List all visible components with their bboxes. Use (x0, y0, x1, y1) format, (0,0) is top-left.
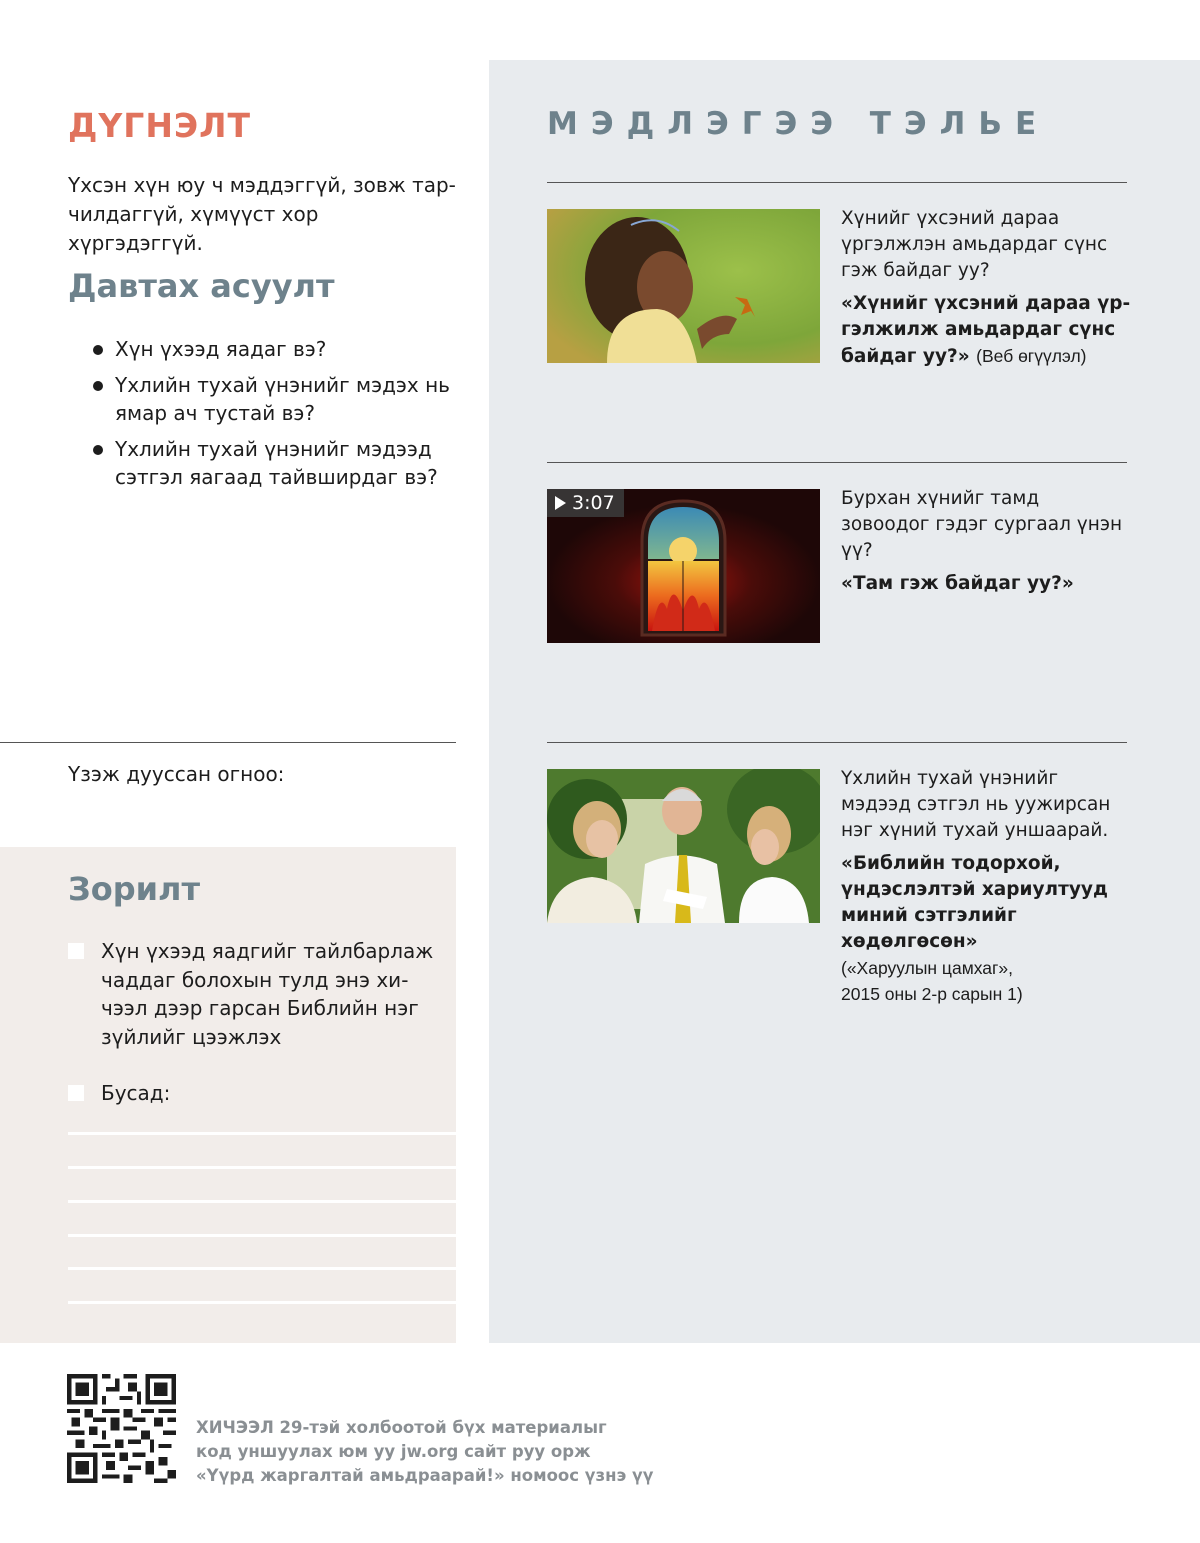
card-title[interactable]: «Хүнийг үхсэний дараа үргэлжилж амьдардаг сүнс байдаг уу?» (841, 293, 1131, 367)
card-title-link[interactable]: «Там гэж байдаг уу?» (841, 573, 1074, 594)
explore-card (841, 206, 1131, 370)
writing-line[interactable] (68, 1301, 456, 1304)
writing-line[interactable] (68, 1200, 456, 1203)
divider (547, 742, 1127, 743)
writing-line[interactable] (68, 1166, 456, 1169)
footer-line: ХИЧЭЭЛ 29-тэй холбоотой бүх материалыг (196, 1418, 607, 1437)
writing-line[interactable] (68, 1234, 456, 1237)
qr-code-icon (67, 1374, 176, 1483)
stained-glass-fire-video[interactable] (547, 489, 820, 643)
review-questions-list (92, 335, 452, 499)
footer-text (196, 1416, 654, 1488)
review-question: Үхлийн тухай үнэнийг мэдэх нь ямар ач тустай вэ? (92, 371, 452, 428)
summary-text: Үхсэн хүн юу ч мэддэггүй, зовж тарчилдаггүй, хүмүүст хор хүргэдэггүй. (68, 173, 456, 255)
writing-line[interactable] (68, 1267, 456, 1270)
review-question: Хүн үхээд яадаг вэ? (92, 335, 452, 364)
summary-title: ДҮГНЭЛТ (68, 106, 252, 145)
footer-line: код уншуулах юм уу jw.org сайт руу орж (196, 1442, 591, 1461)
video-duration: 3:07 (572, 492, 615, 514)
review-questions-title: Давтах асуулт (68, 267, 335, 305)
card-source: (Веб өгүүлэл) (976, 346, 1087, 366)
divider (547, 182, 1127, 183)
goal-title: Зорилт (68, 870, 201, 908)
divider (0, 742, 456, 743)
explore-title: МЭДЛЭГЭЭ ТЭЛЬЕ (547, 106, 1050, 142)
goal-checkbox[interactable] (68, 943, 84, 959)
qr-code[interactable] (67, 1374, 176, 1483)
explore-card (841, 486, 1131, 597)
goal-item-text: Хүн үхээд яадгийг тайлбарлаж чаддаг болохын тулд энэ хичээл дээр гарсан Библийн нэг зүйлийг цээжлэх (101, 939, 434, 1049)
video-duration-badge[interactable] (547, 489, 624, 517)
card-title-link[interactable]: «Библийн тодорхой, үндэслэлтэй хариултууд миний сэтгэлийг хөдөлгөсөн» (841, 853, 1108, 952)
goal-item-text: Бусад: (101, 1081, 171, 1105)
card-source: («Харуулын цамхаг», 2015 оны 2-р сарын 1) (841, 958, 1023, 1004)
goal-item (68, 937, 438, 1051)
card-description: Хүнийг үхсэний дараа үргэлжлэн амьдардаг сүнс гэж байдаг уу? (841, 208, 1108, 281)
writing-line[interactable] (68, 1132, 456, 1135)
goal-item-other (68, 1079, 438, 1108)
card-description: Бурхан хүнийг тамд зовоодог гэдэг сургаал үнэн үү? (841, 488, 1123, 561)
play-icon (555, 496, 566, 510)
goal-checkbox[interactable] (68, 1085, 84, 1101)
card-title-link[interactable] (841, 291, 1131, 370)
three-people-conversation-photo[interactable] (547, 769, 820, 923)
divider (547, 462, 1127, 463)
card-description: Үхлийн тухай үнэнийг мэдээд сэтгэл нь уужирсан нэг хүний тухай уншаарай. (841, 768, 1111, 841)
explore-card (841, 766, 1131, 1007)
footer-line: «Үүрд жаргалтай амьдраарай!» номоос үзнэ үү (196, 1466, 654, 1485)
completion-date-label: Үзэж дууссан огноо: (68, 762, 285, 786)
girl-with-butterfly-photo[interactable] (547, 209, 820, 363)
review-question: Үхлийн тухай үнэнийг мэдээд сэтгэл яагаад тайвширдаг вэ? (92, 435, 452, 492)
